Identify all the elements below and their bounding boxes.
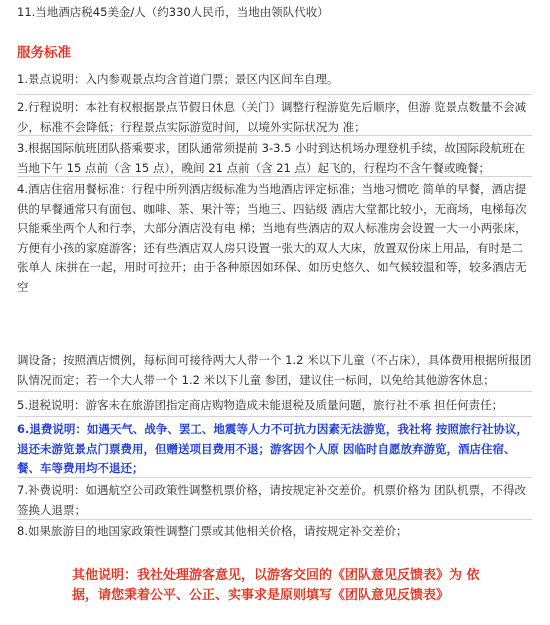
hotel-tax-line: 11.当地酒店税45美金/人（约330人民币，当地由领队代收） xyxy=(17,5,329,19)
divider xyxy=(17,94,532,95)
item-tax-refund: 5.退税说明：游客未在旅游团指定商店购物造成未能退税及质量问题，旅行社不承 担任何责任； xyxy=(17,398,504,412)
divider xyxy=(17,391,532,392)
item-hotel-meals-continued: 调设备；按照酒店惯例，每标间可接待两大人带一个 1.2 米以下儿童（不占床），具体费用根据所报团队情况而定；若一个大人带一个 1.2 米以下儿童 参团，建议住一标间，以免给其他游客休息； xyxy=(17,353,532,387)
divider xyxy=(17,519,532,520)
item-flights: 3.根据国际航班团队搭乘要求，团队通常须提前 3-3.5 小时到达机场办理登机手续，故国际段航班在当地下午 15 点前（含 15 点），晚间 21 点前（含 21 点）起飞的，行程均不含午餐或晚餐； xyxy=(17,141,526,175)
divider xyxy=(17,477,532,478)
divider xyxy=(17,135,532,136)
section-title: 服务标准 xyxy=(17,45,71,61)
item-refund-policy: 6.退费说明：如遇天气、战争、罢工、地震等人力不可抗力因素无法游览，我社将 按照旅行社协议，退还未游览景点门票费用，但赠送项目费用不退；游客因个人原 因临时自愿放弃游览，酒店住宿、餐、车等费用均不退还； xyxy=(17,422,528,475)
item-itinerary: 2.行程说明：本社有权根据景点节假日休息（关门）调整行程游览先后顺序，但游 览景点数量不会减少，标准不会降低；行程景点实际游览时间，以境外实际状况为 准； xyxy=(17,100,527,134)
item-hotel-meals: 4.酒店住宿用餐标准：行程中所列酒店级标准为当地酒店评定标准；当地习惯吃 简单的早餐，酒店提供的早餐通常只有面包、咖啡、茶、果汁等；当地三、四钻级 酒店大堂都比较小，无商场，电梯每次只能乘坐两个人和行李，大部分酒店没有电 梯；当地有些酒店的双人标准房会设置一大一小两张床，方便有小孩的家庭游客；还有些酒店双人房只设置一张大的双人大床，放置双份床上用品，有时是二张单人 床拼在一起，用时可拉开；由于各种原因如环保、如历史悠久、如气候较温和等，较多酒店无空 xyxy=(17,182,527,294)
item-price-adjustment: 8.如果旅游目的地国家政策性调整门票或其他相关价格，请按规定补交差价； xyxy=(17,524,408,538)
divider xyxy=(17,416,532,417)
feedback-notice: 其他说明：我社处理游客意见，以游客交回的《团队意见反馈表》为 依据，请您秉着公平、公正、实事求是原则填写《团队意见反馈表》 xyxy=(72,568,480,603)
divider xyxy=(17,176,532,177)
item-surcharge: 7.补费说明：如遇航空公司政策性调整机票价格，请按规定补交差价。机票价格为 团队机票，不得改签换人退票； xyxy=(17,483,527,517)
item-attractions: 1.景点说明：入内参观景点均含首道门票；景区内区间车自理。 xyxy=(17,72,339,86)
